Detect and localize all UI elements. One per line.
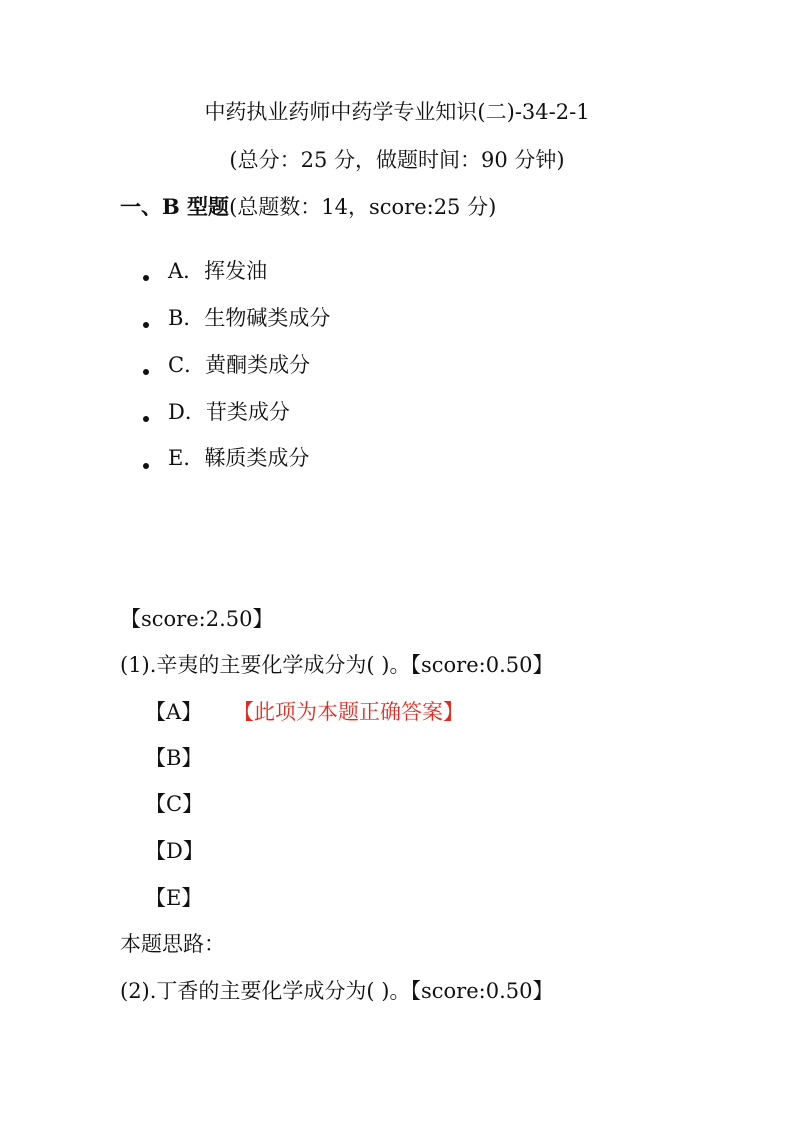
option-a: A．挥发油	[168, 259, 268, 283]
option-b: B．生物碱类成分	[168, 306, 331, 330]
option-c: C．黄酮类成分	[168, 353, 311, 377]
question-1-answer-b: 【B】	[145, 746, 203, 770]
option-e: E．鞣质类成分	[168, 446, 310, 470]
section-heading-title: 一、B 型题	[120, 194, 230, 219]
group-score: 【score:2.50】	[120, 607, 274, 631]
question-2-text: (2).丁香的主要化学成分为( )。【score:0.50】	[120, 979, 554, 1003]
analysis-label: 本题思路：	[120, 932, 225, 956]
option-d: D．苷类成分	[168, 400, 290, 424]
bullet-icon	[143, 369, 149, 375]
question-1-answer-a: 【A】	[145, 700, 203, 724]
question-1-text: (1).辛夷的主要化学成分为( )。【score:0.50】	[120, 653, 554, 677]
section-heading-meta: (总题数：14，score:25 分)	[229, 195, 497, 219]
question-1-answer-e: 【E】	[145, 886, 203, 910]
bullet-icon	[143, 416, 149, 422]
bullet-icon	[143, 463, 149, 469]
document-title: 中药执业药师中药学专业知识(二)-34-2-1	[204, 100, 590, 124]
question-1-answer-c: 【C】	[145, 792, 204, 816]
correct-answer-note: 【此项为本题正确答案】	[233, 700, 464, 724]
section-heading	[120, 193, 496, 221]
bullet-icon	[143, 322, 149, 328]
bullet-icon	[143, 275, 149, 281]
question-1-answer-d: 【D】	[145, 839, 204, 863]
document-subtitle: (总分：25 分，做题时间：90 分钟)	[229, 148, 565, 172]
